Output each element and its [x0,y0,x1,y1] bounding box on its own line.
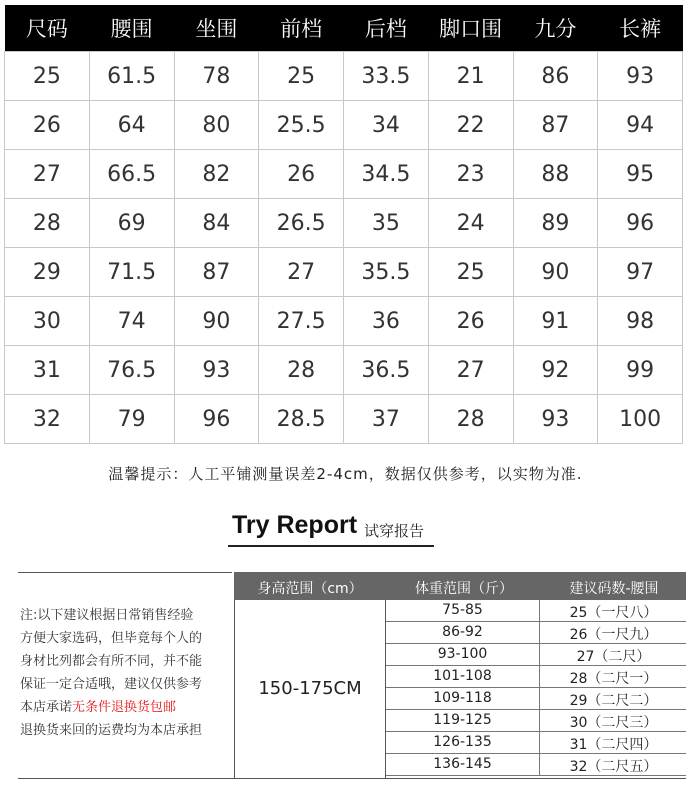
free-return-highlight: 无条件退换货包邮 [72,700,177,715]
report-row [386,666,686,688]
size-cell: 35.5 [344,248,429,297]
suggested-size: 25（一尺八） [569,605,658,621]
size-cell: 37 [344,395,429,444]
report-row [386,644,686,666]
size-cell: 69 [89,199,174,248]
size-row [5,395,683,444]
size-cell: 87 [174,248,259,297]
note-line: 方便大家选码，但毕竟每个人的 [20,631,203,646]
size-row [5,297,683,346]
size-row [5,101,683,150]
header-full-length: 长裤 [598,5,683,52]
size-cell: 35 [344,199,429,248]
weight-range: 126-135 [433,734,492,750]
size-cell: 91 [513,297,598,346]
size-row [5,199,683,248]
size-cell: 27 [5,150,90,199]
height-range-cell [234,600,386,778]
try-report-table [18,572,686,779]
size-row [5,248,683,297]
size-cell: 94 [598,101,683,150]
suggested-size: 28（二尺一） [569,671,658,687]
divider [539,666,540,687]
header-hip: 坐围 [174,5,259,52]
size-cell: 29 [5,248,90,297]
size-cell: 36 [344,297,429,346]
size-cell: 26 [428,297,513,346]
suggested-size: 26（一尺九） [569,627,658,643]
size-cell: 28.5 [259,395,344,444]
size-cell: 33.5 [344,52,429,101]
size-row [5,52,683,101]
note-store-promise: 本店承诺 [20,700,73,715]
size-cell: 78 [174,52,259,101]
size-row [5,346,683,395]
size-cell: 96 [174,395,259,444]
size-cell: 74 [89,297,174,346]
divider [539,644,540,665]
size-cell: 36.5 [344,346,429,395]
header-suggested-size: 建议码数-腰围 [569,581,659,597]
size-cell: 61.5 [89,52,174,101]
report-row [386,732,686,754]
report-row [386,600,686,622]
report-row [386,622,686,644]
note-line: 退换货来回的运费均为本店承担 [20,723,203,738]
size-cell: 99 [598,346,683,395]
size-cell: 25 [5,52,90,101]
header-ankle-length: 九分 [513,5,598,52]
divider [539,688,540,709]
size-cell: 26.5 [259,199,344,248]
try-report-title-cn: 试穿报告 [364,522,425,540]
size-cell: 100 [598,395,683,444]
size-cell: 34 [344,101,429,150]
size-cell: 87 [513,101,598,150]
divider [539,754,540,775]
size-cell: 98 [598,297,683,346]
size-cell: 95 [598,150,683,199]
divider [539,600,540,621]
measurement-tip: 温馨提示：人工平铺测量误差2-4cm，数据仅供参考，以实物为准. [108,465,583,483]
size-cell: 25.5 [259,101,344,150]
size-cell: 24 [428,199,513,248]
weight-range: 86-92 [442,624,483,640]
weight-range: 109-118 [433,690,492,706]
size-cell: 71.5 [89,248,174,297]
weight-range: 93-100 [437,646,488,662]
size-cell: 92 [513,346,598,395]
height-range-value: 150-175CM [258,678,362,699]
size-cell: 26 [5,101,90,150]
size-cell: 96 [598,199,683,248]
size-cell: 93 [174,346,259,395]
size-chart-header-row [5,5,683,52]
suggested-size: 29（二尺二） [569,693,658,709]
header-front-rise: 前档 [259,5,344,52]
size-row [5,150,683,199]
try-report-header [234,572,686,600]
size-cell: 32 [5,395,90,444]
size-advice-note [20,604,230,742]
size-cell: 26 [259,150,344,199]
header-height-range: 身高范围（cm） [257,581,363,597]
weight-range: 75-85 [442,602,483,618]
note-line: 身材比列都会有所不同，并不能 [20,654,203,669]
size-cell: 82 [174,150,259,199]
report-row [386,688,686,710]
size-cell: 27 [259,248,344,297]
size-cell: 22 [428,101,513,150]
divider [539,622,540,643]
size-cell: 88 [513,150,598,199]
divider [539,710,540,731]
size-cell: 34.5 [344,150,429,199]
size-cell: 27.5 [259,297,344,346]
size-cell: 23 [428,150,513,199]
divider [539,732,540,753]
size-cell: 84 [174,199,259,248]
header-back-rise: 后档 [344,5,429,52]
size-cell: 30 [5,297,90,346]
report-row [386,754,686,776]
size-cell: 25 [259,52,344,101]
size-cell: 93 [513,395,598,444]
size-chart-table [4,5,683,444]
try-report-title [228,511,434,547]
size-cell: 90 [513,248,598,297]
note-line: 保证一定合适哦，建议仅供参考 [20,677,203,692]
suggested-size: 32（二尺五） [569,759,658,775]
size-cell: 25 [428,248,513,297]
size-cell: 28 [5,199,90,248]
weight-range: 101-108 [433,668,492,684]
size-cell: 79 [89,395,174,444]
size-cell: 28 [259,346,344,395]
suggested-size: 30（二尺三） [569,715,658,731]
note-line: 注:以下建议根据日常销售经验 [20,608,194,623]
weight-range: 136-145 [433,756,492,772]
weight-range: 119-125 [433,712,492,728]
suggested-size: 31（二尺四） [569,737,658,753]
note-line [20,696,230,719]
size-cell: 76.5 [89,346,174,395]
weight-size-rows [386,600,686,776]
size-cell: 90 [174,297,259,346]
size-cell: 66.5 [89,150,174,199]
header-size: 尺码 [5,5,90,52]
size-cell: 27 [428,346,513,395]
try-report-title-en: Try Report [232,511,358,539]
header-leg-opening: 脚口围 [428,5,513,52]
report-row [386,710,686,732]
divider [18,778,686,779]
size-cell: 80 [174,101,259,150]
size-cell: 28 [428,395,513,444]
size-cell: 21 [428,52,513,101]
size-cell: 89 [513,199,598,248]
size-cell: 97 [598,248,683,297]
size-cell: 93 [598,52,683,101]
header-weight-range: 体重范围（斤） [415,581,513,597]
divider [18,572,232,573]
header-waist: 腰围 [89,5,174,52]
size-cell: 64 [89,101,174,150]
suggested-size: 27（二尺） [576,649,651,665]
size-cell: 31 [5,346,90,395]
size-cell: 86 [513,52,598,101]
